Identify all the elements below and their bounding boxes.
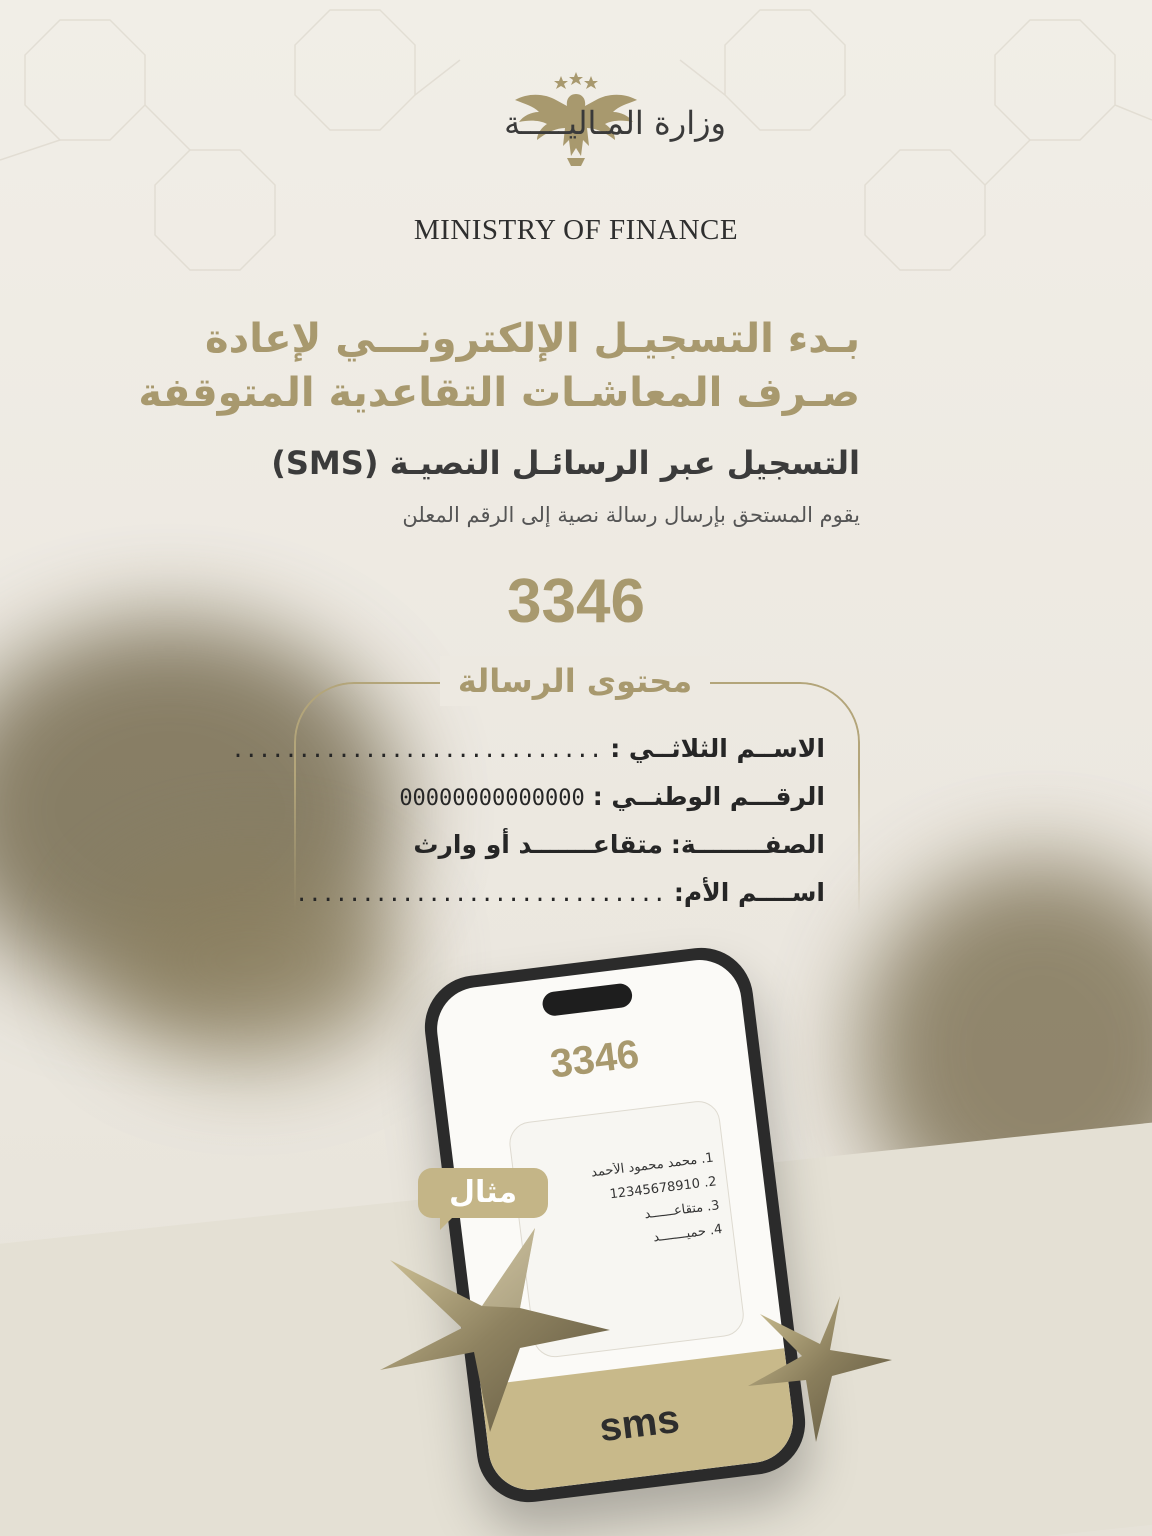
field-label: الاســم الثلاثــي :: [610, 734, 825, 763]
headline-line-2: صـرف المعاشـات التقاعدية المتوقفة: [138, 370, 860, 416]
phone-notch: [541, 982, 633, 1017]
field-label: الصفــــــــة:: [670, 830, 825, 859]
gold-star-small-icon: [740, 1290, 900, 1450]
field-label: الرقـــم الوطنــي :: [592, 782, 825, 811]
example-tag: مثال: [418, 1168, 548, 1218]
instruction-text: يقوم المستحق بإرسال رسالة نصية إلى الرقم المعلن: [402, 503, 860, 527]
field-value: ............................: [231, 738, 603, 763]
field-mother-name: [295, 878, 825, 907]
field-status: [320, 830, 825, 859]
logo-arabic-text: وزارة المـاليـــــة: [504, 104, 726, 142]
field-label: اســــم الأم:: [673, 878, 825, 907]
field-value: ............................: [295, 882, 666, 907]
logo-english-text: MINISTRY OF FINANCE: [413, 214, 739, 246]
short-number: 3346: [507, 567, 645, 636]
field-national-id: [320, 782, 825, 811]
field-value: 00000000000000: [399, 786, 585, 811]
field-full-name: [231, 734, 825, 763]
gold-star-icon: [370, 1220, 630, 1440]
sms-line-4: 4. حميـــــــد: [652, 1222, 724, 1246]
message-content-title: محتوى الرسالة: [440, 656, 710, 706]
phone-short-number: 3346: [547, 1031, 642, 1087]
sms-line-2: 2. 12345678910: [608, 1174, 718, 1203]
field-value: متقاعـــــــد أو وارث: [413, 830, 663, 859]
sms-line-1: 1. محمد محمود الأحمد: [590, 1150, 715, 1181]
headline-line-1: بـدء التسجيـل الإلكترونـــي لإعادة: [205, 316, 860, 362]
sms-line-3: 3. متقاعــــــد: [643, 1198, 721, 1223]
sms-button-label: sms: [596, 1396, 682, 1451]
sms-registration-subtitle: التسجيل عبر الرسائـل النصيـة (SMS): [271, 444, 860, 482]
